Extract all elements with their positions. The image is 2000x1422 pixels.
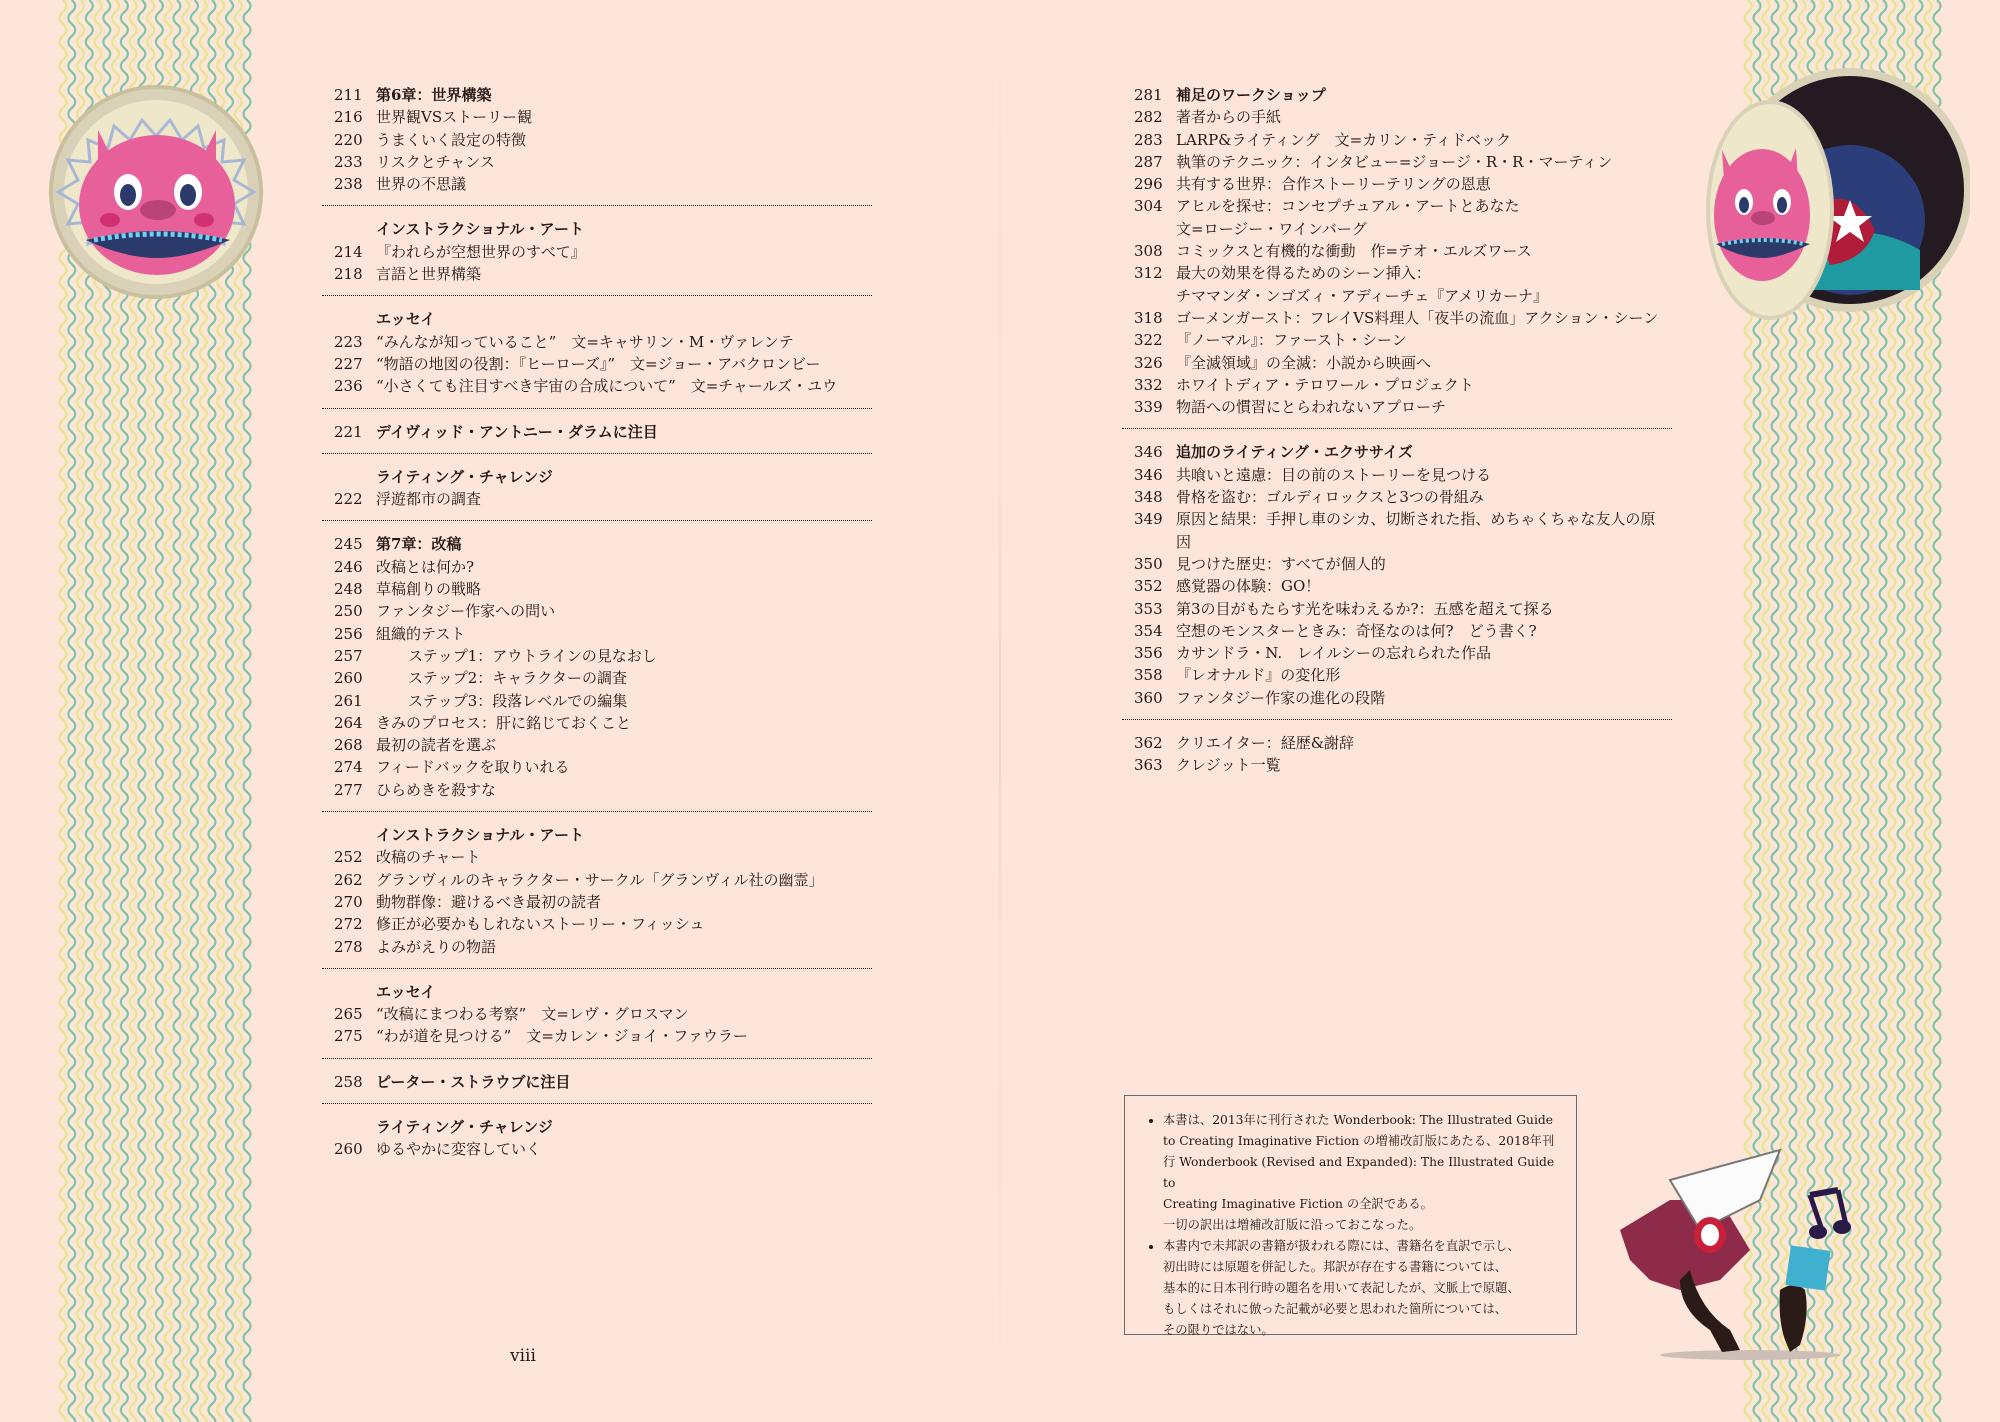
toc-page-number: 352	[1134, 577, 1163, 596]
toc-entry	[1122, 642, 1672, 664]
toc-page-number	[322, 981, 376, 1003]
toc-page-number: 354	[1134, 621, 1163, 640]
toc-entry-title: コミックスと有機的な衝動 作=テオ・エルズワース	[1176, 242, 1532, 261]
toc-entry-title: 世界観VSストーリー観	[376, 108, 533, 127]
toc-entry	[322, 891, 872, 913]
dotted-separator	[322, 408, 872, 409]
toc-entry	[1122, 664, 1672, 686]
toc-entry-title: うまくいく設定の特徴	[376, 130, 527, 149]
toc-entry	[322, 488, 872, 510]
toc-page-number: 220	[334, 130, 363, 149]
toc-entry	[1122, 329, 1672, 351]
toc-page-number: 339	[1134, 398, 1163, 417]
toc-page-number: 248	[334, 580, 363, 599]
toc-entry-title: 『レオナルド』の変化形	[1176, 666, 1341, 685]
toc-entry	[1122, 508, 1672, 553]
toc-page-number: 274	[334, 758, 363, 777]
toc-entry-title: 改稿のチャート	[376, 848, 481, 867]
toc-entry-title: “みんなが知っていること” 文=キャサリン・M・ヴァレンテ	[376, 332, 794, 351]
toc-entry-title: 空想のモンスターときみ：奇怪なのは何? どう書く?	[1176, 621, 1537, 640]
toc-entry	[1122, 106, 1672, 128]
toc-page-number: 246	[334, 557, 363, 576]
dotted-separator	[1122, 719, 1672, 720]
toc-page-number: 281	[1134, 86, 1163, 104]
toc-entry-title: クリエイター：経歴&謝辞	[1176, 734, 1355, 753]
toc-page-number: 223	[334, 332, 363, 351]
toc-page-number: 312	[1134, 264, 1163, 283]
toc-entry	[322, 712, 872, 734]
toc-entry-title: エッセイ	[376, 982, 436, 1001]
toc-entry	[322, 241, 872, 263]
dotted-separator	[1122, 428, 1672, 429]
toc-section	[322, 981, 872, 1048]
toc-entry-title: 世界の不思議	[376, 175, 467, 194]
toc-entry	[322, 824, 872, 846]
toc-entry-title: 骨格を盗む：ゴルディロックスと3つの骨組み	[1176, 488, 1484, 507]
toc-page-number	[322, 466, 376, 488]
toc-entry-title: ステップ2：キャラクターの調査	[408, 669, 627, 688]
toc-right-page	[1122, 84, 1672, 777]
toc-page-number: 265	[334, 1005, 363, 1024]
toc-page-number	[322, 1116, 376, 1138]
toc-section	[322, 824, 872, 958]
toc-entry-title: 動物群像：避けるべき最初の読者	[376, 892, 602, 911]
toc-entry	[322, 623, 872, 645]
toc-section	[322, 533, 872, 801]
toc-entry-title: グランヴィルのキャラクター・サークル「グランヴィル社の幽霊」	[376, 870, 824, 889]
toc-entry	[322, 1116, 872, 1138]
toc-entry-title: エッセイ	[376, 310, 436, 329]
toc-page-number: 258	[334, 1072, 363, 1091]
note-line: • 本書内で未邦訳の書籍が扱われる際には、書籍名を直訳で示し、	[1163, 1239, 1520, 1253]
toc-entry-title: 物語への慣習にとらわれないアプローチ	[1176, 398, 1447, 417]
toc-entry	[1122, 620, 1672, 642]
toc-entry	[322, 578, 872, 600]
toc-entry-title: 最大の効果を得るためのシーン挿入： チママンダ・ンゴズィ・アディーチェ『アメリカーナ』	[1176, 264, 1549, 305]
toc-entry	[322, 600, 872, 622]
toc-page-number: 216	[334, 108, 363, 127]
toc-entry	[1122, 486, 1672, 508]
toc-entry	[322, 375, 872, 397]
note-item	[1163, 1236, 1562, 1341]
dotted-separator	[322, 520, 872, 521]
toc-page-number: 218	[334, 265, 363, 284]
toc-entry	[322, 466, 872, 488]
toc-page-number: 260	[334, 1140, 363, 1159]
dotted-separator	[322, 968, 872, 969]
toc-entry	[322, 869, 872, 891]
toc-entry	[322, 846, 872, 868]
toc-entry-title: 『全滅領域』の全滅：小説から映画へ	[1176, 353, 1432, 372]
note-line: もしくはそれに倣った記載が必要と思われた箇所については、	[1163, 1302, 1508, 1316]
toc-entry-title: 改稿とは何か?	[376, 557, 475, 576]
toc-section	[1122, 732, 1672, 777]
toc-entry	[322, 353, 872, 375]
toc-entry	[322, 556, 872, 578]
toc-page-number: 349	[1134, 510, 1163, 529]
toc-page-number: 287	[1134, 152, 1163, 171]
toc-page-number: 346	[1134, 465, 1163, 484]
toc-page-number	[322, 824, 376, 846]
toc-entry	[1122, 553, 1672, 575]
toc-entry-title: ファンタジー作家の進化の段階	[1176, 688, 1386, 707]
toc-page-number: 348	[1134, 488, 1163, 507]
toc-entry-title: “物語の地図の役割：『ヒーローズ』” 文=ジョー・アバクロンビー	[376, 354, 821, 373]
toc-entry	[322, 331, 872, 353]
toc-entry-title: 感覚器の体験：GO！	[1176, 577, 1321, 596]
note-line: 行 Wonderbook (Revised and Expanded): The Illustrated Guide to	[1163, 1155, 1555, 1190]
toc-entry	[1122, 307, 1672, 329]
toc-page-number: 350	[1134, 554, 1163, 573]
toc-entry-title: フィードバックを取りいれる	[376, 758, 570, 777]
toc-section	[322, 308, 872, 397]
toc-entry-title: LARP&ライティング 文=カリン・ティドベック	[1176, 130, 1511, 149]
note-list	[1145, 1110, 1562, 1341]
toc-entry-title: リスクとチャンス	[376, 152, 495, 171]
toc-entry-title: 最初の読者を選ぶ	[376, 736, 497, 755]
toc-entry-title: きみのプロセス：肝に銘じておくこと	[376, 713, 632, 732]
toc-page-number: 256	[334, 624, 363, 643]
page-folio: viii	[510, 1346, 536, 1366]
note-line: • 本書は、2013年に刊行された Wonderbook: The Illustrated Guide	[1163, 1113, 1554, 1127]
dancing-monsters-icon	[1610, 1140, 1870, 1370]
toc-page-number: 322	[1134, 331, 1163, 350]
toc-entry-title: アヒルを探せ：コンセプチュアル・アートとあなた 文=ロージー・ワインバーグ	[1176, 197, 1520, 238]
toc-entry-title: 浮遊都市の調査	[376, 490, 482, 509]
toc-page-number: 356	[1134, 644, 1163, 663]
toc-entry	[322, 1025, 872, 1047]
toc-entry-title: 第3の目がもたらす光を味わえるか?：五感を超えて探る	[1176, 599, 1554, 618]
toc-entry	[322, 173, 872, 195]
toc-page-number: 363	[1134, 756, 1163, 775]
toc-page-number: 275	[334, 1027, 363, 1046]
toc-entry	[1122, 374, 1672, 396]
toc-entry	[1122, 262, 1672, 307]
toc-page-number: 222	[334, 490, 363, 509]
toc-page-number: 360	[1134, 688, 1163, 707]
toc-entry	[322, 129, 872, 151]
toc-page-number: 277	[334, 780, 363, 799]
toc-entry	[322, 308, 872, 330]
translator-note-box	[1124, 1095, 1577, 1335]
note-line: 一切の訳出は増補改訂版に沿っておこなった。	[1163, 1218, 1422, 1232]
toc-page-number: 211	[334, 86, 363, 104]
note-item	[1163, 1110, 1562, 1236]
toc-section	[322, 466, 872, 511]
toc-entry	[322, 421, 872, 443]
toc-entry	[322, 981, 872, 1003]
book-spine	[999, 0, 1001, 1422]
toc-entry-title: ピーター・ストラウブに注目	[376, 1072, 571, 1091]
toc-page-number	[322, 308, 376, 330]
toc-page-number: 262	[334, 870, 363, 889]
toc-entry-title: ファンタジー作家への問い	[376, 602, 556, 621]
toc-entry-title: インストラクショナル・アート	[376, 826, 585, 845]
toc-entry	[1122, 687, 1672, 709]
toc-page-number: 238	[334, 175, 363, 194]
dotted-separator	[322, 811, 872, 812]
toc-entry	[322, 690, 872, 712]
note-line: 初出時には原題を併記した。邦訳が存在する書籍については、	[1163, 1260, 1508, 1274]
toc-entry	[1122, 598, 1672, 620]
toc-section	[322, 84, 872, 195]
toc-entry	[322, 734, 872, 756]
toc-entry-title: 共喰いと遠慮：目の前のストーリーを見つける	[1176, 465, 1492, 484]
toc-entry	[322, 913, 872, 935]
toc-entry	[322, 151, 872, 173]
pig-monster-planet-icon	[1700, 60, 1970, 330]
toc-entry-title: ライティング・チャレンジ	[376, 467, 553, 486]
toc-section	[322, 218, 872, 285]
toc-entry	[1122, 129, 1672, 151]
toc-entry	[322, 1003, 872, 1025]
note-line: 基本的に日本刊行時の題名を用いて表記したが、文脈上で原題、	[1163, 1281, 1520, 1295]
toc-page-number: 221	[334, 422, 363, 441]
toc-page-number: 214	[334, 242, 363, 261]
toc-entry-title: 言語と世界構築	[376, 265, 482, 284]
toc-page-number: 304	[1134, 197, 1163, 216]
toc-entry	[322, 106, 872, 128]
toc-page-number: 346	[1134, 443, 1163, 462]
toc-entry-title: “改稿にまつわる考察” 文=レヴ・グロスマン	[376, 1005, 689, 1024]
toc-entry	[1122, 352, 1672, 374]
toc-entry	[1122, 464, 1672, 486]
toc-entry-title: インストラクショナル・アート	[376, 220, 585, 239]
note-line: その限りではない。	[1163, 1323, 1274, 1337]
dotted-separator	[322, 1103, 872, 1104]
toc-entry	[322, 263, 872, 285]
pink-pig-monster-icon	[38, 70, 273, 300]
toc-page-number: 353	[1134, 599, 1163, 618]
toc-entry	[322, 779, 872, 801]
toc-entry	[322, 667, 872, 689]
toc-entry	[1122, 151, 1672, 173]
toc-entry-title: “小さくても注目すべき宇宙の合成について” 文=チャールズ・ユウ	[376, 377, 838, 396]
toc-page-number: 332	[1134, 375, 1163, 394]
toc-page-number: 278	[334, 937, 363, 956]
toc-page-number: 283	[1134, 130, 1163, 149]
toc-entry-title: ゆるやかに変容していく	[376, 1140, 542, 1159]
toc-entry-title: 草稿創りの戦略	[376, 580, 482, 599]
toc-page-number: 308	[1134, 242, 1163, 261]
toc-page-number: 250	[334, 602, 363, 621]
dotted-separator	[322, 295, 872, 296]
toc-entry	[322, 936, 872, 958]
toc-entry-title: デイヴィッド・アントニー・ダラムに注目	[376, 422, 658, 441]
toc-entry	[322, 1138, 872, 1160]
toc-entry-title: 組織的テスト	[376, 624, 466, 643]
toc-entry	[1122, 441, 1672, 463]
toc-entry-title: ステップ1：アウトラインの見なおし	[408, 646, 657, 665]
toc-entry-title: “わが道を見つける” 文=カレン・ジョイ・ファウラー	[376, 1027, 748, 1046]
toc-page-number: 264	[334, 713, 363, 732]
toc-entry-title: 原因と結果：手押し車のシカ、切断された指、めちゃくちゃな友人の原 因	[1176, 510, 1656, 551]
toc-left-page	[322, 84, 872, 1161]
note-line: Creating Imaginative Fiction の全訳である。	[1163, 1197, 1433, 1211]
toc-page-number: 282	[1134, 108, 1163, 127]
toc-page-number	[322, 218, 376, 240]
toc-page-number: 227	[334, 354, 363, 373]
toc-page-number: 252	[334, 848, 363, 867]
toc-page-number: 260	[334, 669, 363, 688]
toc-entry	[322, 756, 872, 778]
toc-entry	[322, 645, 872, 667]
toc-page-number: 362	[1134, 734, 1163, 753]
toc-entry-title: ゴーメンガースト：フレイVS料理人「夜半の流血」アクション・シーン	[1176, 308, 1659, 327]
toc-entry	[1122, 195, 1672, 240]
dotted-separator	[322, 453, 872, 454]
toc-page-number: 268	[334, 736, 363, 755]
toc-page-number: 296	[1134, 175, 1163, 194]
toc-page-number: 245	[334, 535, 363, 554]
toc-entry	[1122, 240, 1672, 262]
toc-entry-title: よみがえりの物語	[376, 937, 497, 956]
toc-section	[1122, 441, 1672, 709]
toc-page-number: 270	[334, 892, 363, 911]
toc-entry-title: 第6章：世界構築	[376, 86, 492, 104]
toc-entry	[322, 84, 872, 106]
toc-entry	[1122, 575, 1672, 597]
toc-page-number: 326	[1134, 353, 1163, 372]
toc-entry	[1122, 84, 1672, 106]
dotted-separator	[322, 205, 872, 206]
toc-page-number: 358	[1134, 666, 1163, 685]
toc-section	[322, 1071, 872, 1093]
toc-entry-title: 補足のワークショップ	[1176, 86, 1326, 104]
toc-page-number: 272	[334, 915, 363, 934]
note-line: to Creating Imaginative Fiction の増補改訂版にあたる、2018年刊	[1163, 1134, 1555, 1148]
toc-section	[1122, 84, 1672, 418]
toc-entry	[1122, 754, 1672, 776]
toc-entry-title: 『ノーマル』：ファースト・シーン	[1176, 331, 1407, 350]
toc-entry-title: 『われらが空想世界のすべて』	[376, 242, 586, 261]
toc-page-number: 257	[334, 646, 363, 665]
toc-page-number: 236	[334, 377, 363, 396]
toc-entry-title: 追加のライティング・エクササイズ	[1176, 443, 1413, 462]
toc-entry	[322, 1071, 872, 1093]
toc-entry-title: クレジット一覧	[1176, 756, 1281, 775]
toc-entry-title: ライティング・チャレンジ	[376, 1117, 553, 1136]
toc-entry	[1122, 396, 1672, 418]
toc-entry-title: 著者からの手紙	[1176, 108, 1282, 127]
toc-entry-title: ホワイトディア・テロワール・プロジェクト	[1176, 375, 1474, 394]
toc-entry	[322, 533, 872, 555]
toc-page-number: 261	[334, 691, 363, 710]
toc-entry-title: 修正が必要かもしれないストーリー・フィッシュ	[376, 915, 705, 934]
toc-entry	[1122, 732, 1672, 754]
toc-entry-title: ひらめきを殺すな	[376, 780, 497, 799]
toc-section	[322, 1116, 872, 1161]
toc-page-number: 233	[334, 152, 363, 171]
toc-entry	[322, 218, 872, 240]
toc-entry-title: 執筆のテクニック：インタビュー=ジョージ・R・R・マーティン	[1176, 152, 1613, 171]
toc-entry-title: 見つけた歴史：すべてが個人的	[1176, 554, 1386, 573]
toc-entry-title: 第7章：改稿	[376, 535, 462, 554]
dotted-separator	[322, 1058, 872, 1059]
toc-entry-title: 共有する世界：合作ストーリーテリングの恩恵	[1176, 175, 1491, 194]
toc-entry-title: カサンドラ・N. レイルシーの忘れられた作品	[1176, 644, 1492, 663]
toc-page-number: 318	[1134, 308, 1163, 327]
toc-entry-title: ステップ3：段落レベルでの編集	[408, 691, 628, 710]
toc-entry	[1122, 173, 1672, 195]
toc-section	[322, 421, 872, 443]
